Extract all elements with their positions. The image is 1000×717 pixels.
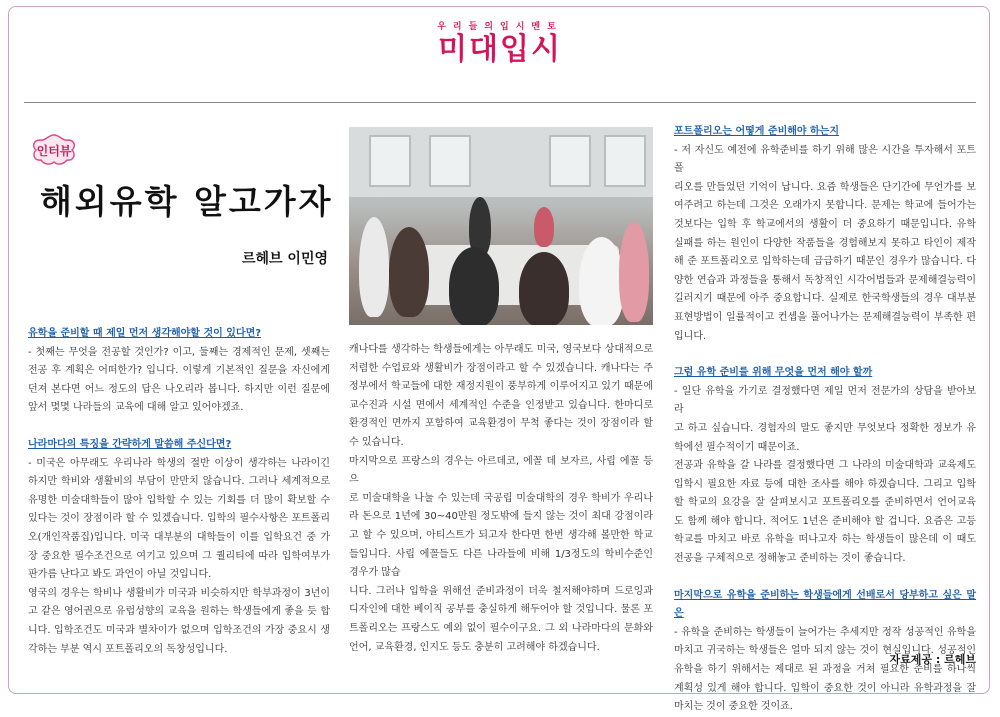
interview-question: 나라마다의 특징을 간략하게 말씀해 주신다면? xyxy=(28,438,232,450)
column-2 xyxy=(349,341,653,657)
interview-answer: - 첫째는 무엇을 전공할 것인가? 이고, 둘째는 경제적인 문제, 셋째는 전공 후 계획은 어떠한가? 입니다. 이렇게 기본적인 질문을 자신에게 던져 본다면 어느 정도의 답은 나오리라 봅니다. 하지만 이런 질문에 앞서 몇몇 나라들의 교육에 대해 알고 있어야겠죠. xyxy=(28,346,330,414)
column-3 xyxy=(674,123,976,717)
column-1 xyxy=(28,325,330,659)
interview-answer: 니다. 그러나 입학을 위해선 준비과정이 더욱 철저해야하며 드로잉과 디자인에 대한 베이직 공부를 충실하게 해두어야 할 것입니다. 물론 포트폴리오는 프랑스도 예외 없이 필수이구요. 그 외 나라마다의 문화와 언어, 교육환경, 인지도 등도 충분히 고려해야 하겠습니다. xyxy=(349,585,653,653)
interview-question: 마지막으로 유학을 준비하는 학생들에게 선배로서 당부하고 싶은 말은 xyxy=(674,589,976,620)
interview-answer: - 유학을 준비하는 학생들이 늘어가는 추세지만 정작 성공적인 유학을 마치고 귀국하는 학생들은 얼마 되지 않는 것이 현실입니다. 성공적인 유학을 하기 위해서는 제대로 된 과정을 거쳐 필요한 준비를 하나씩 계획성 있게 해야 합니다. 입학이 중요한 것이 아니라 유학과정을 잘 마치는 것이 중요한 것이죠. xyxy=(674,626,976,713)
masthead-logo: 미대입시 xyxy=(438,32,562,67)
interview-answer: 고 하고 싶습니다. 경험자의 말도 좋지만 무엇보다 정확한 정보가 유학에선 필수적이기 때문이죠. xyxy=(674,422,976,453)
interview-answer: 마지막으로 프랑스의 경우는 아르데코, 에꼴 데 보자르, 사립 에꼴 등으 xyxy=(349,455,653,486)
interview-question: 유학을 준비할 때 제일 먼저 생각해야할 것이 있다면? xyxy=(28,328,262,339)
article-headline: 해외유학 알고가자 xyxy=(40,182,334,221)
interview-answer: 캐나다를 생각하는 학생들에게는 아무래도 미국, 영국보다 상대적으로 저렴한 수업료와 생활비가 장점이라고 할 수 있겠습니다. 캐나다는 주정부에서 학교들에 대한 재정지원이 풍부하게 이루어지고 있기 때문에 교수진과 시설 면에서 세계적인 수준을 인정받고 있습니다. 한마디로 환경적인 면까지 포함하여 교육환경이 무척 좋다는 것이 장점이라 할 수 있습니다. xyxy=(349,344,653,448)
interview-answer: - 저 자신도 예전에 유학준비를 하기 위해 많은 시간을 투자해서 포트폴 xyxy=(674,144,976,175)
interview-question: 그럼 유학 준비를 위해 무엇을 먼저 해야 할까 xyxy=(674,367,873,379)
badge-label: 인터뷰 xyxy=(36,144,72,158)
interview-badge xyxy=(30,133,78,167)
interview-answer: 영국의 경우는 학비나 생활비가 미국과 비슷하지만 학부과정이 3년이고 같은 영어권으로 유럽성향의 교육을 원하는 학생들에게 좋을 듯 합니다. 입학조건도 미국과 별차이가 없으며 입학조건의 가장 중요시 생각하는 부분 역시 포트폴리오의 독창성입니다. xyxy=(28,587,330,655)
interview-answer: 리오를 만들었던 기억이 납니다. 요즘 학생들은 단기간에 무언가를 보여주려고 하는데 그것은 오래가지 못합니다. 문제는 학교에 들어가는 것보다는 입학 후 학교에서의 생활이 더 중요하기 때문입니다. 유학 실패를 하는 원인이 다양한 작품들을 경험해보지 못하고 타인이 제작해 준 포트폴리오로 입학하는데 급급하기 때문인 경우가 많습니다. 다양한 연습과 과정들을 통해서 독창적인 시각어법들과 문제해결능력이 길러지기 때문에 아주 중요합니다. 실제로 한국학생들의 경우 대부분 표현방법이 일률적이고 컨셉을 풀어나가는 문제해결능력이 부족한 편입니다. xyxy=(674,181,976,342)
interview-answer: 로 미술대학을 나눌 수 있는데 국공립 미술대학의 경우 학비가 우리나라 돈으로 1년에 30~40만원 정도밖에 들지 않는 것이 최대 강점이라고 할 수 있으며, 아티스트가 되고자 한다면 한번 생각해 볼만한 학교들입니다. 사립 에꼴들도 다른 나라들에 비해 1/3정도의 학비수준인 경우가 많습 xyxy=(349,492,653,579)
classroom-photo xyxy=(349,127,653,325)
paragraph-gap xyxy=(674,346,976,364)
interview-answer: - 일단 유학을 가기로 결정했다면 제일 먼저 전문가의 상담을 받아보라 xyxy=(674,385,976,416)
source-credit: 자료제공 : 르헤브 xyxy=(889,653,976,666)
paragraph-gap xyxy=(28,418,330,436)
article-byline: 르헤브 이민영 xyxy=(241,251,328,267)
paragraph-gap xyxy=(674,569,976,587)
interview-question: 포트폴리오는 어떻게 준비해야 하는지 xyxy=(674,126,840,137)
header-divider xyxy=(24,102,976,103)
interview-answer: - 미국은 아무래도 우리나라 학생의 절반 이상이 생각하는 나라이긴 하지만 학비와 생활비의 부담이 만만치 않습니다. 그러나 세계적으로 유명한 미술대학들이 많아 입학할 수 있는 기회를 더 많이 확보할 수 있다는 것이 장점이라 할 수 있겠습니다. 입학의 필수사항은 포트폴리오(개인작품집)입니다. 미국 대부분의 대학들이 이를 입학요건 중 가장 중요한 필수조건으로 여기고 있으며 그 퀄리티에 따라 입학여부가 판가름 난다고 봐도 과언이 아닐 것입니다. xyxy=(28,457,330,581)
masthead-subtitle: 우리들의입시멘토 xyxy=(437,22,563,32)
interview-answer: 전공과 유학을 갈 나라를 결정했다면 그 나라의 미술대학과 교육제도 입학시 필요한 자료 등에 대한 조사를 해야 하겠습니다. 그리고 입학할 학교의 요강을 잘 살펴보시고 포트폴리오를 준비하면서 언어교육도 함께 해야 합니다. 적어도 1년은 준비해야 할 겁니다. 요즘은 고등학교를 마치고 바로 유학을 떠나고자 하는 학생들이 많은데 이 때도 전공을 구체적으로 정해놓고 준비하는 것이 좋습니다. xyxy=(674,460,976,565)
masthead xyxy=(0,22,1000,67)
